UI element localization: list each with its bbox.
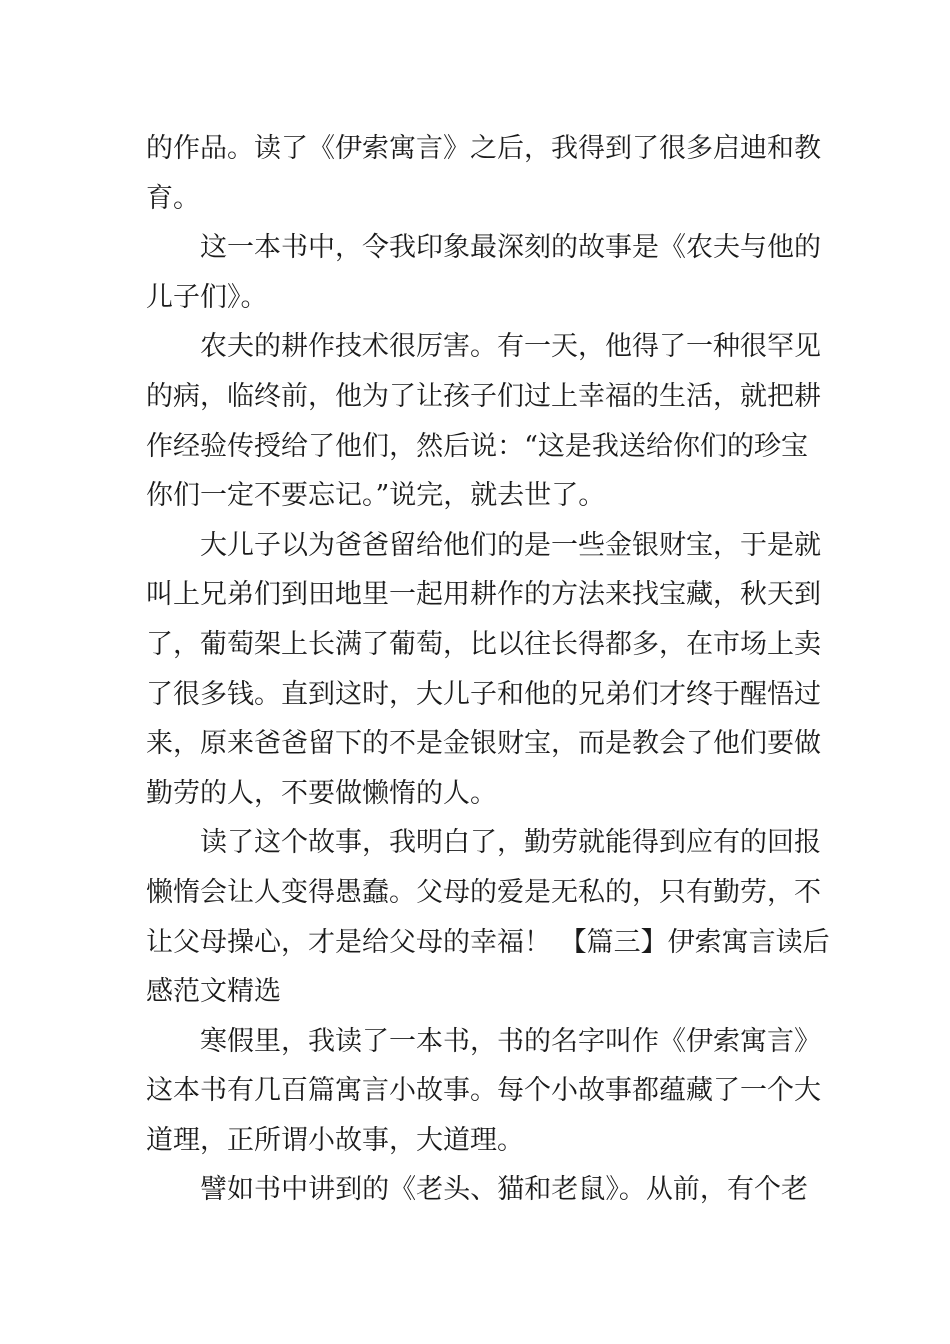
text-line: 让父母操心，才是给父母的幸福！ 【篇三】伊索寓言读后: [146, 926, 830, 958]
text-line: 的作品。读了《伊索寓言》之后，我得到了很多启迪和教: [146, 133, 821, 164]
text-line: 大儿子以为爸爸留给他们的是一些金银财宝，于是就: [200, 529, 821, 561]
text-line: 感范文精选: [146, 976, 281, 1008]
text-line: 农夫的耕作技术很厉害。有一天，他得了一种很罕见: [200, 331, 821, 363]
text-line: 叫上兄弟们到田地里一起用耕作的方法来找宝藏，秋天到: [146, 579, 821, 611]
text-line: 读了这个故事，我明白了，勤劳就能得到应有的回报: [200, 827, 821, 859]
text-line: 你们一定不要忘记。”说完，就去世了。: [146, 480, 606, 512]
text-line: 的病，临终前，他为了让孩子们过上幸福的生活，就把耕: [146, 380, 821, 412]
text-line: 作经验传授给了他们，然后说：“这是我送给你们的珍宝: [146, 430, 808, 462]
text-line: 譬如书中讲到的《老头、猫和老鼠》。从前，有个老: [200, 1174, 808, 1206]
text-line: 来，原来爸爸留下的不是金银财宝，而是教会了他们要做: [146, 728, 821, 760]
text-line: 寒假里，我读了一本书，书的名字叫作《伊索寓言》: [200, 1025, 821, 1057]
body-text: [146, 124, 830, 1215]
text-line: 育。: [146, 182, 200, 214]
text-line: 勤劳的人，不要做懒惰的人。: [146, 777, 497, 809]
text-line: 这一本书中，令我印象最深刻的故事是《农夫与他的: [200, 232, 821, 264]
text-line: 这本书有几百篇寓言小故事。每个小故事都蕴藏了一个大: [146, 1075, 821, 1107]
text-line: 懒惰会让人变得愚蠢。父母的爱是无私的，只有勤劳，不: [146, 876, 821, 908]
text-line: 儿子们》。: [146, 281, 268, 313]
text-line: 道理，正所谓小故事，大道理。: [146, 1124, 524, 1156]
text-line: 了，葡萄架上长满了葡萄，比以往长得都多，在市场上卖: [146, 628, 821, 660]
text-line: 了很多钱。直到这时，大儿子和他的兄弟们才终于醒悟过: [146, 678, 821, 710]
